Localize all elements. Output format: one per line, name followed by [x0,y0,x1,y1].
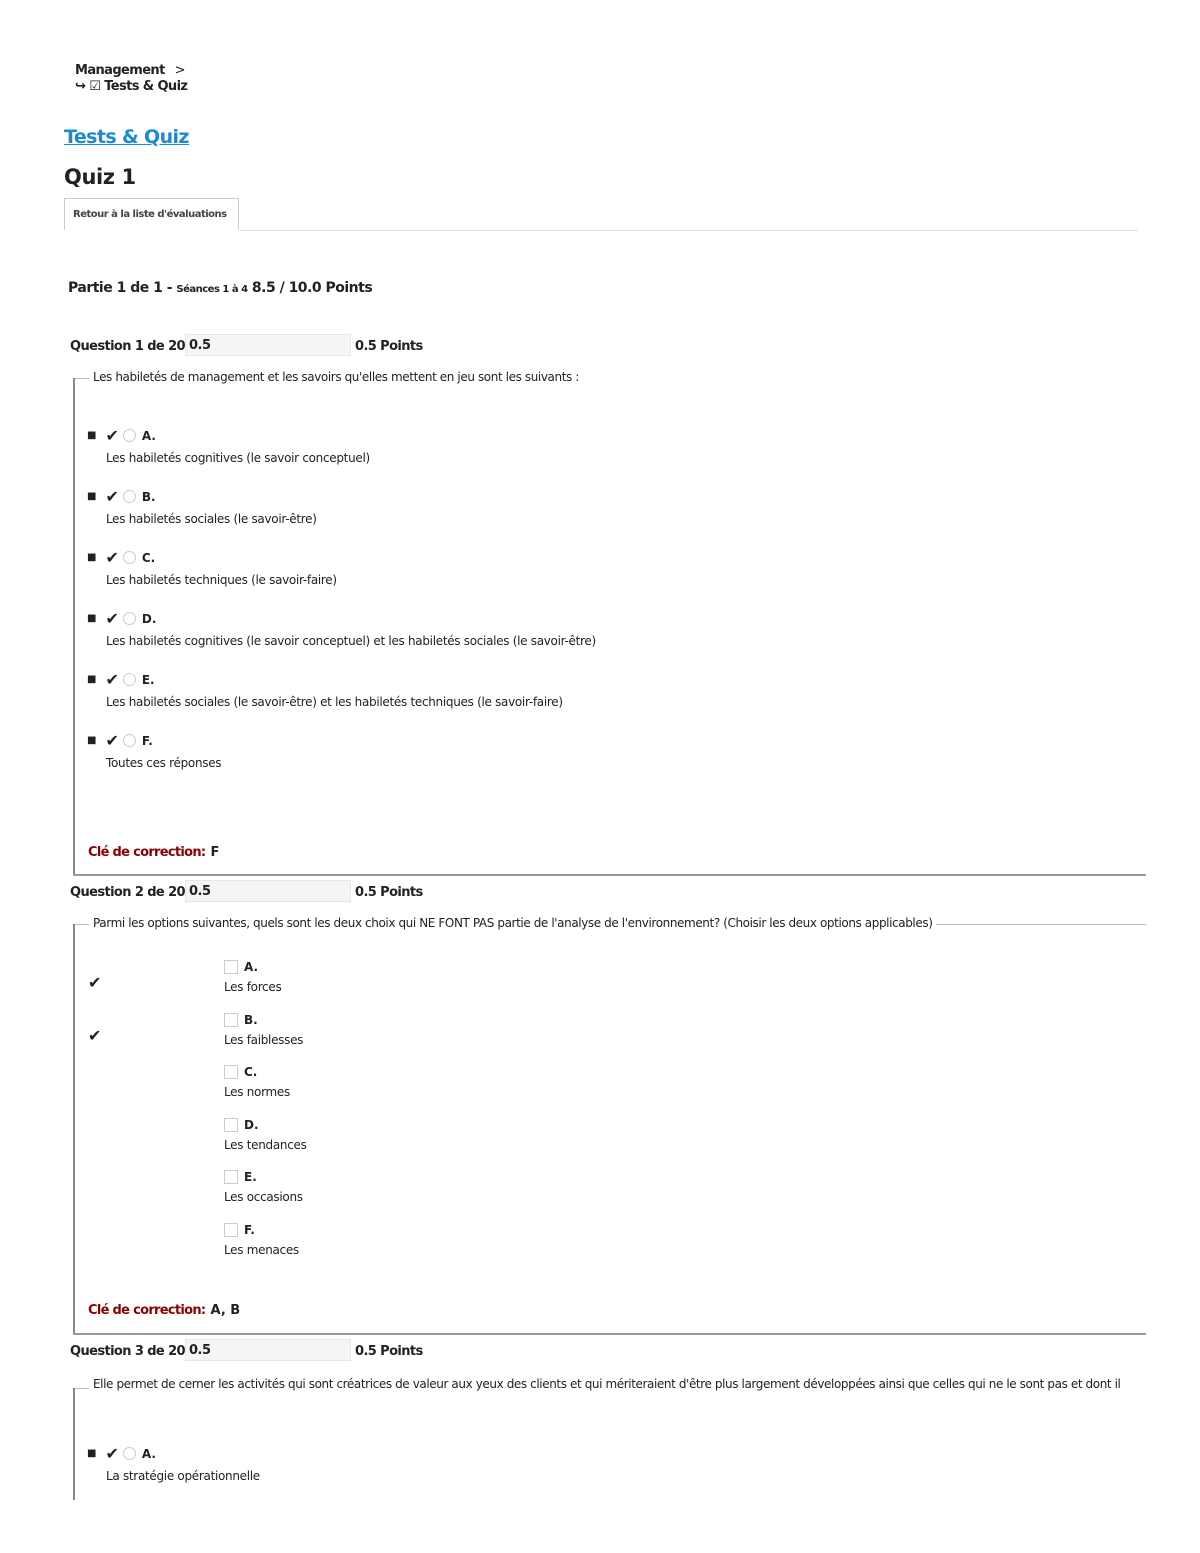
radio-button[interactable] [123,551,136,564]
radio-button[interactable] [123,429,136,442]
option-text: Les menaces [224,1242,299,1257]
question-2-answer-key [88,1299,240,1318]
option-letter: B. [141,489,156,504]
option-text: Les forces [224,980,282,994]
question-1-fieldset-border [73,378,89,379]
breadcrumb-parent-link[interactable]: Management [75,63,165,78]
breadcrumb [75,63,187,95]
option-letter: A. [244,960,259,974]
option-letter: D. [141,611,157,626]
answer-key-label: Clé de correction: [88,1303,206,1318]
question-2-options [224,960,307,1275]
bullet-icon: ■ [87,674,97,685]
checkbox[interactable] [224,1118,238,1132]
checkbox[interactable] [224,960,238,974]
bullet-icon: ■ [87,1448,97,1459]
check-icon: ✔ [88,973,102,992]
bullet-icon: ■ [87,430,97,441]
bullet-icon: ■ [87,735,97,746]
option-text: Toutes ces réponses [106,756,222,770]
radio-button[interactable] [123,490,136,503]
option-letter: E. [141,672,155,687]
checkbox[interactable] [224,1065,238,1079]
list-item [87,609,596,670]
bullet-icon: ■ [87,613,97,624]
question-1-points: 0.5 Points [355,339,423,354]
radio-button[interactable] [123,1447,136,1460]
back-to-list-tab[interactable]: Retour à la liste d'évaluations [64,198,239,230]
tab-divider [240,230,1138,231]
radio-button[interactable] [123,734,136,747]
checkbox[interactable] [224,1223,238,1237]
option-text: Les tendances [224,1137,307,1152]
part-section: Séances 1 à 4 [176,284,248,295]
question-3-points: 0.5 Points [355,1344,423,1359]
option-letter: D. [244,1117,259,1132]
option-letter: F. [244,1222,255,1237]
option-letter: E. [244,1170,257,1184]
check-icon: ✔ [105,548,119,567]
question-2-prompt: Parmi les options suivantes, quels sont les deux choix qui NE FONT PAS partie de l'analyse de l'environnement? (Choisir les deux options applicables) [89,916,936,930]
question-1-header: Question 1 de 20 [70,339,185,354]
radio-button[interactable] [123,612,136,625]
question-2-fieldset-border [73,1333,1146,1335]
option-text: Les faiblesses [224,1032,304,1047]
question-3-fieldset-border [73,1388,75,1500]
question-2-points: 0.5 Points [355,885,423,900]
part-header [68,280,372,296]
option-letter: A. [141,1446,156,1461]
bullet-icon: ■ [87,552,97,563]
chevron-right-icon: > [174,63,185,78]
answer-key-value: A, B [210,1303,241,1318]
part-score: 8.5 / 10.0 Points [251,280,373,296]
option-letter: B. [244,1012,258,1027]
option-text: Les habiletés cognitives (le savoir conceptuel) [106,451,370,465]
question-3-header: Question 3 de 20 [70,1344,185,1359]
question-1-fieldset-border [73,874,1146,876]
question-2-score-input[interactable]: 0.5 [185,880,351,902]
list-item [224,1118,307,1171]
list-item [87,670,596,731]
page-title: Quiz 1 [64,165,136,189]
question-3-fieldset-border [73,1388,89,1389]
part-label: Partie 1 de 1 - [68,280,173,296]
check-icon: ✔ [88,1026,102,1045]
list-item [224,1170,307,1223]
check-icon: ✔ [105,426,119,445]
option-letter: F. [141,733,153,748]
option-text: Les habiletés cognitives (le savoir conceptuel) et les habiletés sociales (le savoir-être) [106,634,596,648]
question-1-options [87,426,596,792]
list-item [224,1013,307,1066]
list-item [224,960,307,1013]
option-text: Les occasions [224,1190,303,1204]
tool-title-link[interactable]: Tests & Quiz [64,126,189,148]
list-item [87,548,596,609]
checkbox[interactable] [224,1013,238,1027]
question-3-prompt: Elle permet de cerner les activités qui sont créatrices de valeur aux yeux des clients et qui mériteraient d'être plus largement développées ainsi que celles qui ne le sont pas et dont il [89,1377,1153,1391]
option-text: Les habiletés sociales (le savoir-être) [106,512,317,526]
answer-key-label: Clé de correction: [88,845,206,860]
checkbox[interactable] [224,1170,238,1184]
check-icon: ✔ [105,487,119,506]
checkbox-icon: ☑ [89,79,101,94]
bullet-icon: ■ [87,491,97,502]
question-3-score-input[interactable]: 0.5 [185,1339,351,1361]
check-icon: ✔ [105,731,119,750]
question-1-answer-key [88,841,219,860]
option-letter: C. [244,1065,258,1079]
option-text: La stratégie opérationnelle [106,1469,260,1483]
breadcrumb-current: Tests & Quiz [104,79,188,94]
check-icon: ✔ [105,1444,119,1463]
list-item [224,1223,307,1276]
option-text: Les habiletés sociales (le savoir-être) et les habiletés techniques (le savoir-faire) [106,695,563,709]
option-text: Les normes [224,1085,290,1099]
list-item [224,1065,307,1118]
question-2-header: Question 2 de 20 [70,885,185,900]
question-3-options [87,1444,260,1483]
radio-button[interactable] [123,673,136,686]
list-item [87,1444,260,1483]
check-icon: ✔ [105,609,119,628]
question-1-fieldset-border [73,378,75,876]
list-item [87,487,596,548]
option-text: Les habiletés techniques (le savoir-faire) [106,573,337,587]
question-1-prompt: Les habiletés de management et les savoirs qu'elles mettent en jeu sont les suivants : [89,370,583,384]
option-letter: C. [141,550,156,565]
question-2-fieldset-border [73,924,75,1335]
list-item [87,426,596,487]
answer-key-value: F [210,845,220,860]
share-arrow-icon: ↪ [75,79,86,94]
check-icon: ✔ [105,670,119,689]
option-letter: A. [141,428,156,443]
list-item [87,731,596,792]
question-1-score-input[interactable]: 0.5 [185,334,351,356]
